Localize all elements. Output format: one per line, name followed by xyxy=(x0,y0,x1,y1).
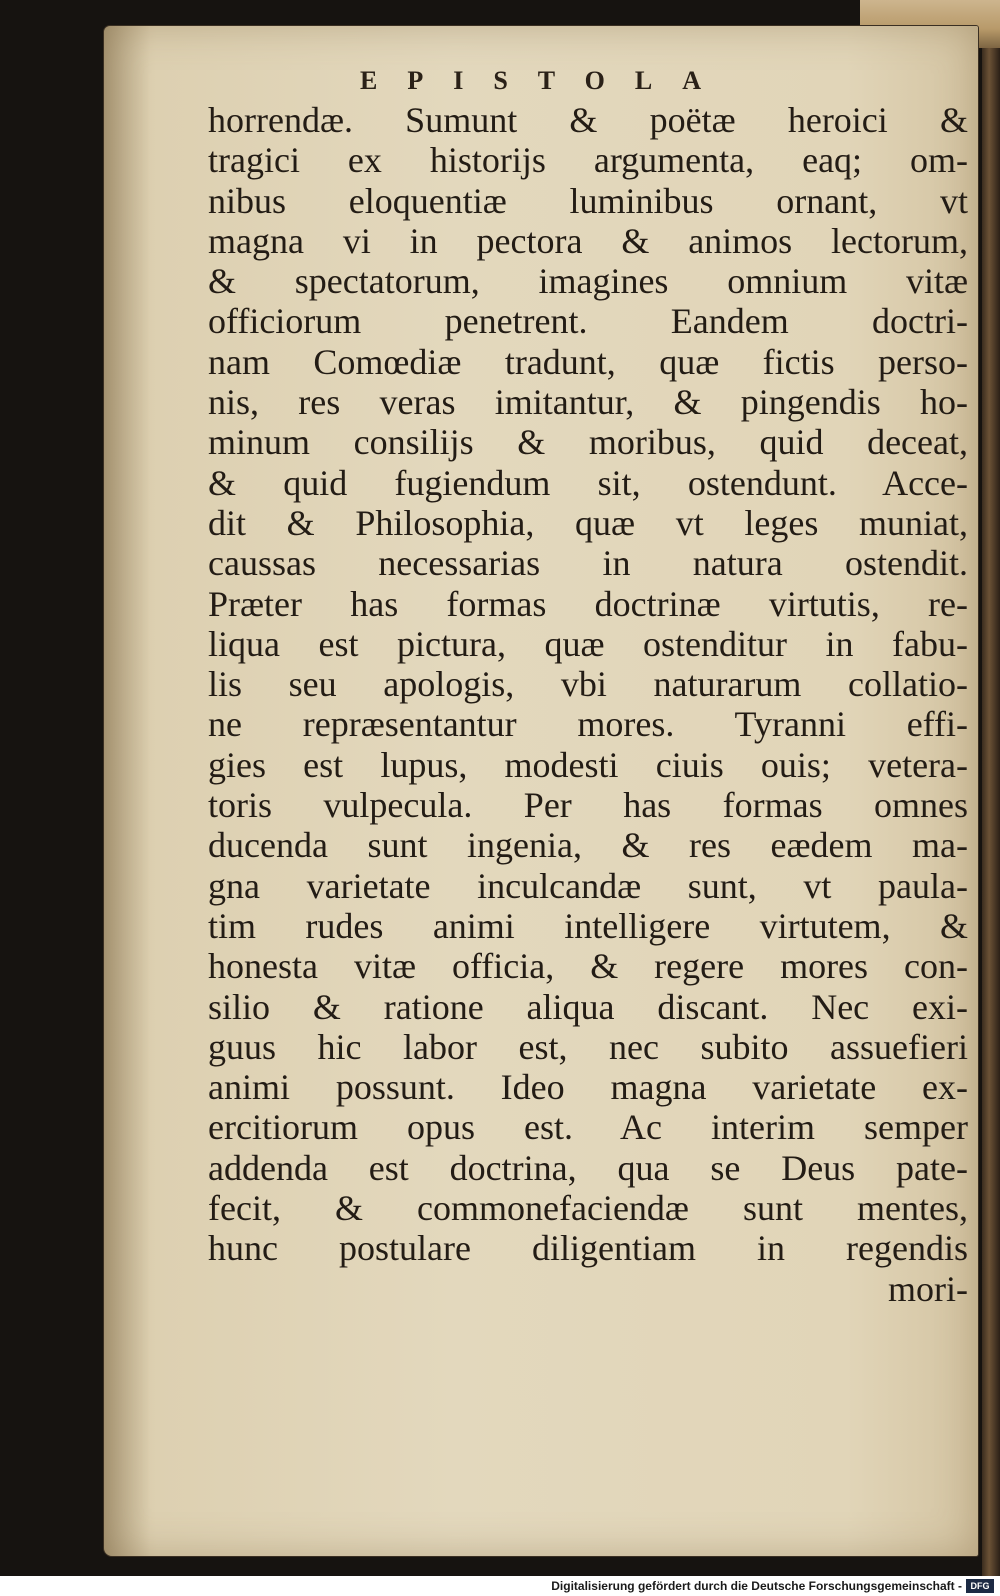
dfg-logo: DFG xyxy=(966,1579,994,1593)
binding-edge xyxy=(982,0,1000,1576)
text-line: & quid fugiendum sit, ostendunt. Acce- xyxy=(208,462,968,503)
text-line: honesta vitæ officia, & regere mores con- xyxy=(208,946,968,987)
text-line: magna vi in pectora & animos lectorum, xyxy=(208,220,968,261)
text-line: Præter has formas doctrinæ virtutis, re- xyxy=(208,583,968,624)
text-line: officiorum penetrent. Eandem doctri- xyxy=(208,301,968,342)
text-line: gies est lupus, modesti ciuis ouis; vetera- xyxy=(208,744,968,785)
text-line: toris vulpecula. Per has formas omnes xyxy=(208,785,968,826)
text-line: nis, res veras imitantur, & pingendis ho- xyxy=(208,382,968,423)
text-line: dit & Philosophia, quæ vt leges muniat, xyxy=(208,502,968,543)
text-line: lis seu apologis, vbi naturarum collatio- xyxy=(208,664,968,705)
text-line: ercitiorum opus est. Ac interim semper xyxy=(208,1107,968,1148)
text-line: minum consilijs & moribus, quid deceat, xyxy=(208,422,968,463)
text-line: tim rudes animi intelligere virtutem, & xyxy=(208,905,968,946)
running-head: EPISTOLA xyxy=(360,66,732,95)
footer-note: Digitalisierung gefördert durch die Deutsche Forschungsgemeinschaft - xyxy=(551,1579,962,1593)
text-line: liqua est pictura, quæ ostenditur in fabu- xyxy=(208,623,968,664)
text-line: hunc postulare diligentiam in regendis xyxy=(208,1228,968,1269)
text-line: ne repræsentantur mores. Tyranni effi- xyxy=(208,704,968,745)
text-line: & spectatorum, imagines omnium vitæ xyxy=(208,261,968,302)
text-line: nam Comœdiæ tradunt, quæ fictis perso- xyxy=(208,341,968,382)
catchword: mori- xyxy=(888,1268,968,1309)
body-text xyxy=(208,100,968,1309)
text-line: silio & ratione aliqua discant. Nec exi- xyxy=(208,986,968,1027)
text-line: ducenda sunt ingenia, & res eædem ma- xyxy=(208,825,968,866)
text-line: caussas necessarias in natura ostendit. xyxy=(208,543,968,584)
text-line: addenda est doctrina, qua se Deus pate- xyxy=(208,1147,968,1188)
text-line: animi possunt. Ideo magna varietate ex- xyxy=(208,1067,968,1108)
text-line: guus hic labor est, nec subito assuefieri xyxy=(208,1026,968,1067)
text-line: gna varietate inculcandæ sunt, vt paula- xyxy=(208,865,968,906)
text-line: nibus eloquentiæ luminibus ornant, vt xyxy=(208,180,968,221)
text-line: fecit, & commonefaciendæ sunt mentes, xyxy=(208,1188,968,1229)
text-line: horrendæ. Sumunt & poëtæ heroici & xyxy=(208,100,968,140)
text-line: tragici ex historijs argumenta, eaq; om- xyxy=(208,140,968,181)
